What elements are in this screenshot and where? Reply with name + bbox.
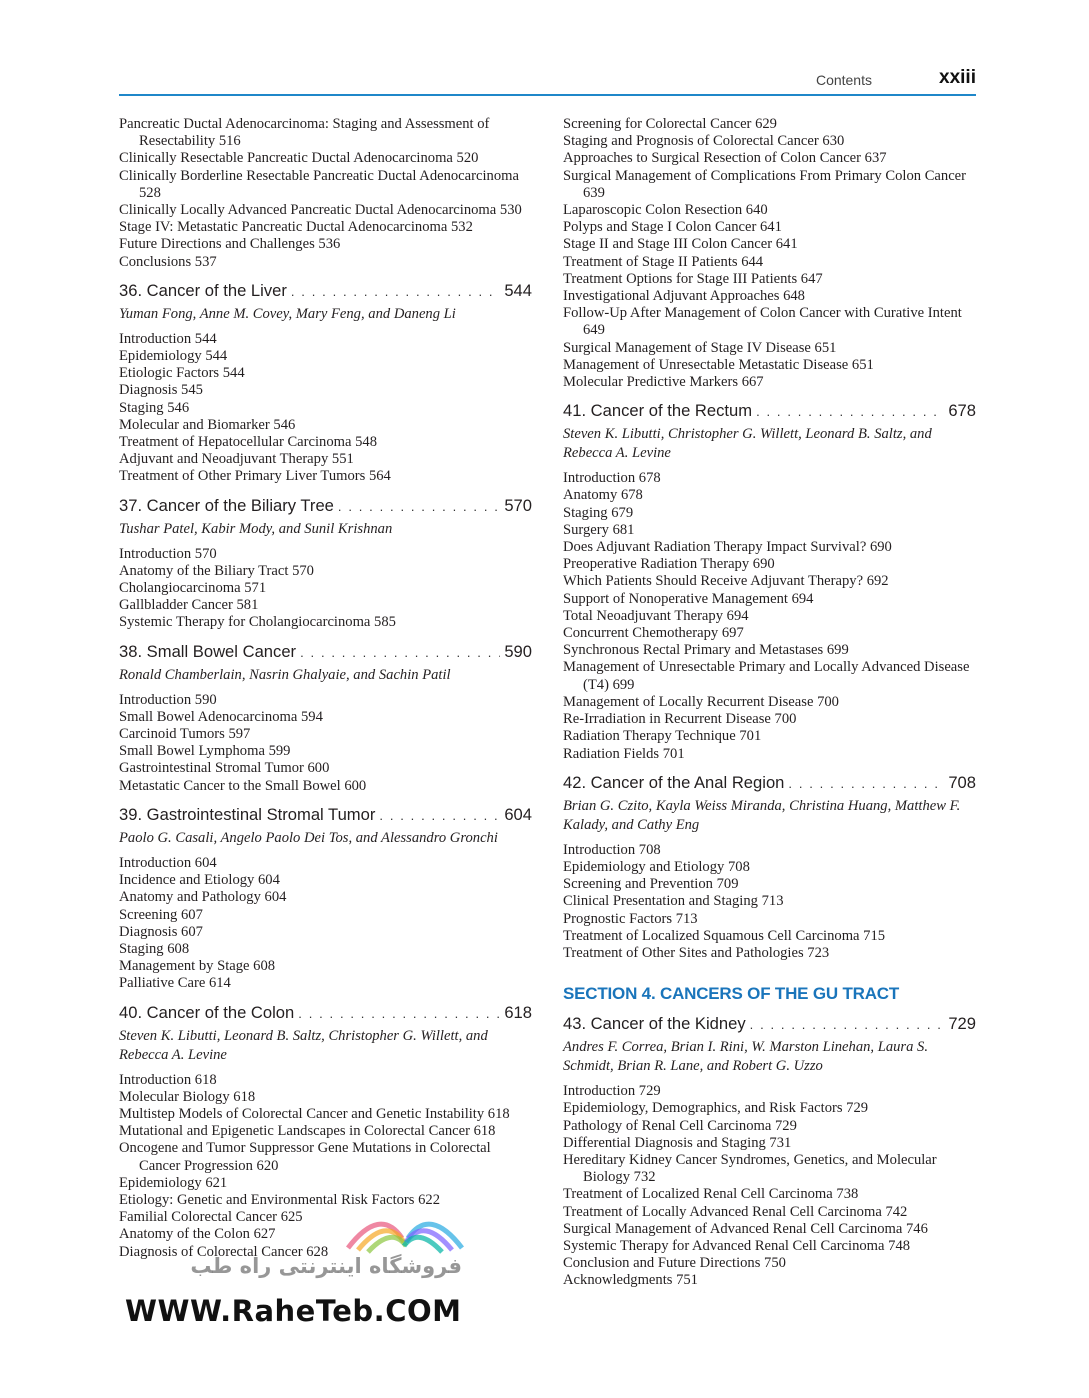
toc-entry: Treatment of Localized Renal Cell Carcinoma 738 [563,1186,859,1203]
watermark [125,1196,470,1336]
toc-entry: Acknowledgments 751 [563,1272,698,1289]
toc-entry: Polyps and Stage I Colon Cancer 641 [563,219,782,236]
toc-entry: Screening 607 [119,906,203,923]
section-heading: SECTION 4. CANCERS OF THE GU TRACT [563,984,900,1004]
chapter-entries [563,1083,976,1289]
dot-leader [756,401,944,423]
toc-entry: Metastatic Cancer to the Small Bowel 600 [119,777,367,794]
toc-entry: Surgical Management of Complications From Primary Colon Cancer 639 [563,167,967,201]
toc-entry: Incidence and Etiology 604 [119,872,280,889]
chapter-page: 544 [504,280,532,300]
toc-entry: Epidemiology, Demographics, and Risk Factors 729 [563,1100,869,1117]
toc-entry: Familial Colorectal Cancer 625 [119,1209,303,1226]
toc-entry: Diagnosis of Colorectal Cancer 628 [119,1243,329,1260]
chapter-41 [563,400,976,762]
toc-entry: Management by Stage 608 [119,958,276,975]
chapter-authors: Yuman Fong, Anne M. Covey, Mary Feng, and Daneng Li [119,305,456,322]
chapter-page: 570 [504,495,532,515]
toc-entry: Management of Locally Recurrent Disease 700 [563,693,839,710]
chapter-authors: Steven K. Libutti, Christopher G. Willett, Leonard B. Saltz, and Rebecca A. Levine [563,426,932,462]
toc-entry: Molecular and Biomarker 546 [119,416,296,433]
chapter-page: 604 [504,804,532,824]
toc-entry: Investigational Adjuvant Approaches 648 [563,288,805,305]
toc-entry: Preoperative Radiation Therapy 690 [563,556,775,573]
chapter-heading [119,1002,532,1025]
toc-entry: Treatment of Locally Advanced Renal Cell Carcinoma 742 [563,1203,908,1220]
toc-entry: Clinically Resectable Pancreatic Ductal Adenocarcinoma 520 [119,150,479,167]
chapter-heading [563,400,976,423]
toc-entry: Gastrointestinal Stromal Tumor 600 [119,760,330,777]
toc-entry: Screening for Colorectal Cancer 629 [563,116,777,132]
toc-entry: Etiologic Factors 544 [119,365,245,382]
toc-entry: Diagnosis 607 [119,923,203,940]
toc-entry: Introduction 570 [119,545,217,562]
chapter-authors: Brian G. Czito, Kayla Weiss Miranda, Christina Huang, Matthew F. Kalady, and Cathy Eng [563,797,961,833]
chapter-heading [119,280,532,303]
toc-entry: Diagnosis 545 [119,382,203,399]
toc-entry: Introduction 604 [119,854,217,871]
dot-leader [379,805,500,827]
watermark-store-name: فروشگاه اینترنتی راه طب [190,1254,462,1278]
toc-entry: Pancreatic Ductal Adenocarcinoma: Staging and Assessment of Resectability 516 [119,116,490,150]
dot-leader [298,1003,500,1025]
chapter-39 [119,804,532,993]
toc-entry: Anatomy and Pathology 604 [119,889,287,906]
book-logo-icon [340,1196,470,1256]
left-lead-entries [119,116,532,271]
dot-leader [788,773,944,795]
chapter-entries [119,692,532,795]
left-column [119,116,532,1261]
toc-entry: Screening and Prevention 709 [563,876,739,893]
toc-entry: Synchronous Rectal Primary and Metastases 699 [563,642,849,659]
toc-entry: Multistep Models of Colorectal Cancer and Genetic Instability 618 [119,1105,510,1122]
toc-entry: Molecular Predictive Markers 667 [563,374,764,391]
toc-entry: Treatment of Other Sites and Pathologies 723 [563,944,830,961]
chapter-page: 729 [948,1014,976,1034]
toc-entry: Etiology: Genetic and Environmental Risk Factors 622 [119,1191,441,1208]
toc-entry: Conclusion and Future Directions 750 [563,1255,786,1272]
toc-entry: Surgical Management of Advanced Renal Cell Carcinoma 746 [563,1220,928,1237]
dot-leader [300,642,500,664]
toc-entry: Clinical Presentation and Staging 713 [563,893,784,910]
toc-entry: Introduction 708 [563,841,661,858]
chapter-heading [119,495,532,518]
toc-entry: Treatment of Stage II Patients 644 [563,253,764,270]
chapter-title: 37. Cancer of the Biliary Tree [119,495,334,515]
toc-entry: Pathology of Renal Cell Carcinoma 729 [563,1117,797,1134]
toc-entry: Mutational and Epigenetic Landscapes in Colorectal Cancer 618 [119,1123,496,1140]
chapter-entries [119,546,532,632]
chapter-42 [563,772,976,962]
chapter-title: 38. Small Bowel Cancer [119,641,297,661]
chapter-page: 590 [504,641,532,661]
toc-entry: Treatment of Hepatocellular Carcinoma 548 [119,434,378,451]
toc-entry: Introduction 618 [119,1071,217,1088]
toc-entry: Management of Unresectable Metastatic Disease 651 [563,356,874,373]
chapter-page: 618 [504,1002,532,1022]
toc-entry: Oncogene and Tumor Suppressor Gene Mutations in Colorectal Cancer Progression 620 [119,1140,491,1174]
toc-entry: Which Patients Should Receive Adjuvant Therapy? 692 [563,573,889,590]
toc-entry: Total Neoadjuvant Therapy 694 [563,607,749,624]
chapter-entries [119,331,532,486]
toc-entry: Support of Nonoperative Management 694 [563,590,814,607]
toc-entry: Introduction 729 [563,1083,661,1100]
toc-entry: Hereditary Kidney Cancer Syndromes, Genetics, and Molecular Biology 732 [563,1151,937,1186]
toc-entry: Gallbladder Cancer 581 [119,597,259,614]
chapter-title: 39. Gastrointestinal Stromal Tumor [119,804,376,824]
toc-entry: Molecular Biology 618 [119,1088,256,1105]
toc-entry: Management of Unresectable Primary and Locally Advanced Disease (T4) 699 [563,659,970,693]
chapter-authors: Paolo G. Casali, Angelo Paolo Dei Tos, and Alessandro Gronchi [119,829,498,846]
toc-entry: Treatment of Other Primary Liver Tumors 564 [119,468,391,485]
toc-entry: Epidemiology 621 [119,1174,228,1191]
toc-entry: Approaches to Surgical Resection of Colon Cancer 637 [563,150,887,167]
toc-entry: Introduction 544 [119,330,217,347]
toc-entry: Does Adjuvant Radiation Therapy Impact Survival? 690 [563,539,892,556]
toc-entry: Radiation Fields 701 [563,745,685,762]
toc-entry: Anatomy of the Biliary Tract 570 [119,562,314,579]
dot-leader [338,496,500,518]
toc-entry: Anatomy 678 [563,487,643,504]
chapter-title: 42. Cancer of the Anal Region [563,772,785,792]
toc-entry: Future Directions and Challenges 536 [119,236,341,253]
toc-entry: Clinically Locally Advanced Pancreatic Ductal Adenocarcinoma 530 [119,202,522,219]
dot-leader [750,1014,945,1036]
chapter-page: 708 [948,772,976,792]
chapter-37 [119,495,532,632]
chapter-title: 40. Cancer of the Colon [119,1002,295,1022]
toc-entry: Small Bowel Lymphoma 599 [119,743,291,760]
chapter-entries [563,470,976,762]
toc-entry: Anatomy of the Colon 627 [119,1226,276,1243]
toc-entry: Follow-Up After Management of Colon Cancer with Curative Intent 649 [563,305,962,339]
chapter-43 [563,1013,976,1289]
toc-entry: Carcinoid Tumors 597 [119,726,251,743]
chapter-authors: Ronald Chamberlain, Nasrin Ghalyaie, and Sachin Patil [119,666,451,683]
chapter-entries [563,842,976,962]
toc-entry: Treatment Options for Stage III Patients 647 [563,270,823,287]
toc-entry: Surgical Management of Stage IV Disease 651 [563,339,837,356]
toc-entry: Epidemiology 544 [119,348,228,365]
dot-leader [291,281,500,303]
toc-entry: Staging 546 [119,399,190,416]
toc-entry: Clinically Borderline Resectable Pancreatic Ductal Adenocarcinoma 528 [119,167,519,201]
chapter-heading [563,1013,976,1036]
toc-entry: Laparoscopic Colon Resection 640 [563,202,768,219]
toc-entry: Introduction 590 [119,691,217,708]
toc-entry: Concurrent Chemotherapy 697 [563,625,744,642]
chapter-authors: Andres F. Correa, Brian I. Rini, W. Marston Linehan, Laura S. Schmidt, Brian R. Lane, and Robert G. Uzzo [563,1039,928,1075]
toc-entry: Adjuvant and Neoadjuvant Therapy 551 [119,451,354,468]
right-lead-entries [563,116,976,391]
chapter-heading [119,804,532,827]
toc-entry: Stage II and Stage III Colon Cancer 641 [563,236,798,253]
toc-entry: Staging and Prognosis of Colorectal Cancer 630 [563,133,845,150]
chapter-entries [119,855,532,993]
toc-entry: Introduction 678 [563,470,661,487]
watermark-url: WWW.RaheTeb.COM [125,1294,462,1328]
chapter-title: 36. Cancer of the Liver [119,280,287,300]
toc-entry: Staging 608 [119,940,190,957]
right-column [563,116,976,1290]
chapter-36 [119,280,532,486]
chapter-heading [563,772,976,795]
chapter-authors: Tushar Patel, Kabir Mody, and Sunil Krishnan [119,520,393,537]
toc-entry: Conclusions 537 [119,253,217,270]
toc-entry: Stage IV: Metastatic Pancreatic Ductal Adenocarcinoma 532 [119,219,473,236]
toc-entry: Systemic Therapy for Advanced Renal Cell Carcinoma 748 [563,1237,911,1254]
toc-entry: Systemic Therapy for Cholangiocarcinoma 585 [119,614,396,631]
toc-entry: Small Bowel Adenocarcinoma 594 [119,708,323,725]
chapter-page: 678 [948,401,976,421]
chapter-heading [119,641,532,664]
toc-entry: Cholangiocarcinoma 571 [119,580,267,597]
toc-entry: Palliative Care 614 [119,975,231,992]
page-number: xxiii [939,67,976,88]
chapter-authors: Steven K. Libutti, Leonard B. Saltz, Christopher G. Willett, and Rebecca A. Levine [119,1027,488,1063]
toc-entry: Radiation Therapy Technique 701 [563,728,762,745]
running-header-label: Contents [815,72,872,88]
toc-entry: Differential Diagnosis and Staging 731 [563,1134,792,1151]
chapter-title: 43. Cancer of the Kidney [563,1014,746,1034]
toc-entry: Surgery 681 [563,521,635,538]
toc-entry: Prognostic Factors 713 [563,910,698,927]
chapter-title: 41. Cancer of the Rectum [563,401,753,421]
toc-entry: Treatment of Localized Squamous Cell Carcinoma 715 [563,927,886,944]
toc-entry: Epidemiology and Etiology 708 [563,858,750,875]
toc-entry: Re-Irradiation in Recurrent Disease 700 [563,711,797,728]
chapter-38 [119,641,532,795]
toc-entry: Staging 679 [563,504,634,521]
page-header [119,60,976,96]
